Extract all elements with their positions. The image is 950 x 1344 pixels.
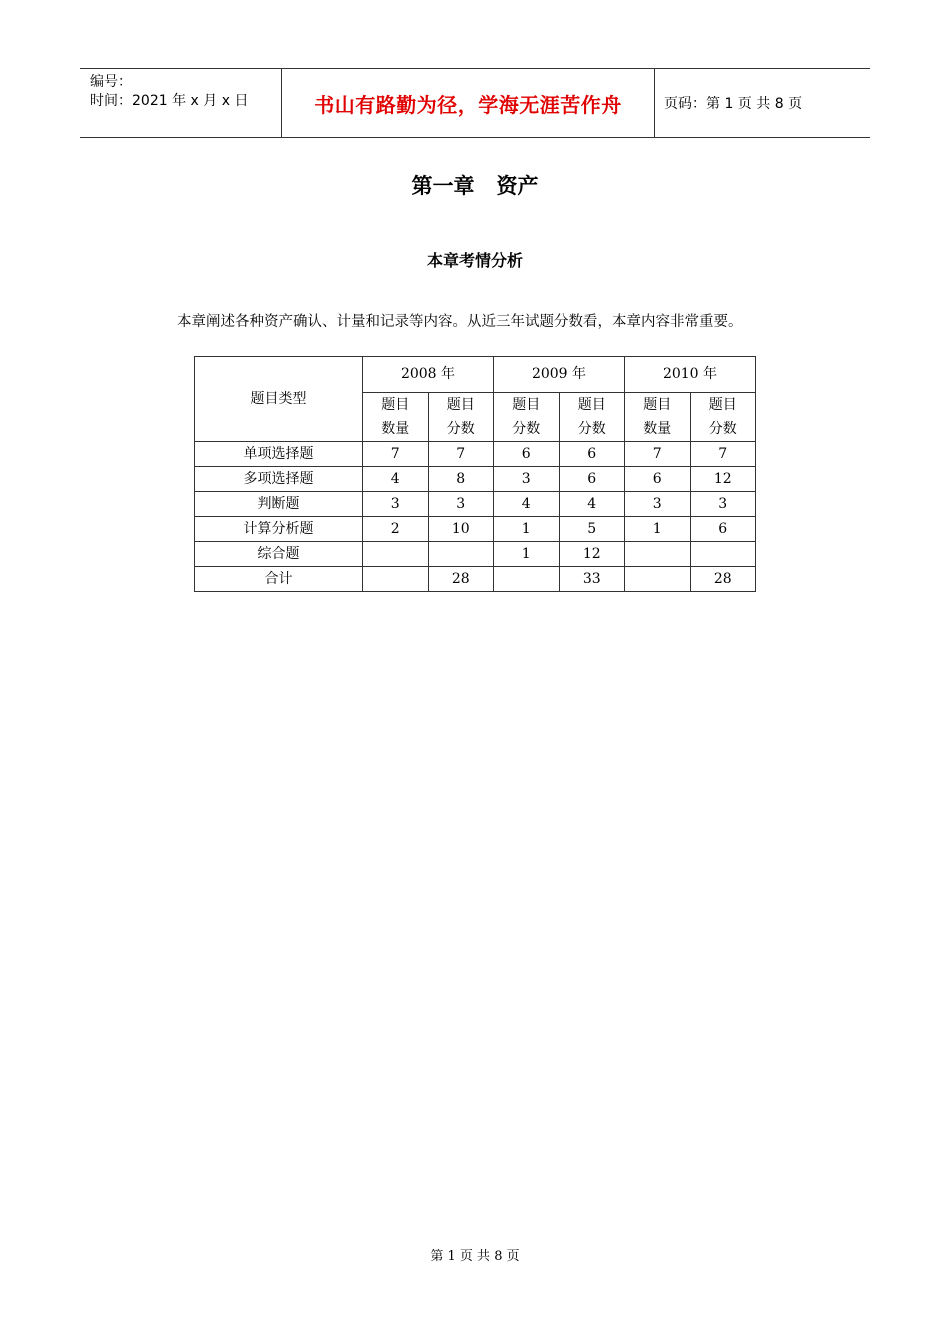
- table-cell: 10: [428, 517, 494, 542]
- table-row: [195, 467, 756, 492]
- table-cell: 12: [559, 542, 625, 567]
- row-type-cell: 合计: [195, 567, 363, 592]
- subheader-cell: 题目 分数: [428, 393, 494, 442]
- table-cell: 7: [690, 442, 756, 467]
- table-row: [195, 442, 756, 467]
- chapter-title: 第一章 资产: [411, 174, 539, 198]
- table-cell: 8: [428, 467, 494, 492]
- table-cell: 3: [690, 492, 756, 517]
- year-header: 2009 年: [494, 357, 625, 393]
- table-cell: 7: [625, 442, 691, 467]
- type-column-header: 题目类型: [195, 357, 363, 442]
- table-cell: 1: [625, 517, 691, 542]
- table-cell: 1: [494, 517, 560, 542]
- table-cell: [428, 542, 494, 567]
- table-cell: 7: [428, 442, 494, 467]
- table-cell: 28: [690, 567, 756, 592]
- table-cell: 6: [690, 517, 756, 542]
- subheader-cell: 题目 分数: [494, 393, 560, 442]
- table-cell: 7: [363, 442, 429, 467]
- table-row: [195, 542, 756, 567]
- table-cell: 3: [363, 492, 429, 517]
- section-subtitle: 本章考情分析: [426, 251, 523, 270]
- table-cell: 12: [690, 467, 756, 492]
- table-cell: [690, 542, 756, 567]
- subheader-cell: 题目 分数: [690, 393, 756, 442]
- table-cell: 3: [494, 467, 560, 492]
- table-cell: 4: [559, 492, 625, 517]
- table-cell: [625, 542, 691, 567]
- subheader-cell: 题目 分数: [559, 393, 625, 442]
- table-cell: [494, 567, 560, 592]
- table-cell: 33: [559, 567, 625, 592]
- row-type-cell: 多项选择题: [195, 467, 363, 492]
- document-date: 时间：2021 年 x 月 x 日: [90, 93, 249, 109]
- table-cell: [625, 567, 691, 592]
- table-cell: 2: [363, 517, 429, 542]
- table-header-row: [195, 357, 756, 393]
- row-type-cell: 综合题: [195, 542, 363, 567]
- table-row: [195, 492, 756, 517]
- table-cell: 6: [559, 442, 625, 467]
- table-cell: 6: [494, 442, 560, 467]
- table-cell: [363, 567, 429, 592]
- table-cell: 28: [428, 567, 494, 592]
- header-motto: 书山有路勤为径，学海无涯苦作舟: [281, 69, 655, 137]
- table-cell: 3: [428, 492, 494, 517]
- header-page-info: 页码：第 1 页 共 8 页: [664, 96, 803, 112]
- table-cell: [363, 542, 429, 567]
- row-type-cell: 判断题: [195, 492, 363, 517]
- table-cell: 4: [494, 492, 560, 517]
- subheader-cell: 题目 数量: [363, 393, 429, 442]
- table-cell: 6: [625, 467, 691, 492]
- row-type-cell: 计算分析题: [195, 517, 363, 542]
- document-number: 编号：: [90, 74, 132, 90]
- table-row: [195, 517, 756, 542]
- year-header: 2008 年: [363, 357, 494, 393]
- subheader-cell: 题目 数量: [625, 393, 691, 442]
- table-cell: 6: [559, 467, 625, 492]
- page-footer: 第 1 页 共 8 页: [430, 1249, 520, 1264]
- table-cell: 1: [494, 542, 560, 567]
- table-cell: 4: [363, 467, 429, 492]
- header-meta: [80, 69, 281, 137]
- table-row: [195, 567, 756, 592]
- table-cell: 3: [625, 492, 691, 517]
- year-header: 2010 年: [625, 357, 756, 393]
- table-cell: 5: [559, 517, 625, 542]
- page-header: [80, 68, 870, 138]
- intro-paragraph: 本章阐述各种资产确认、计量和记录等内容。从近三年试题分数看，本章内容非常重要。: [177, 314, 743, 330]
- row-type-cell: 单项选择题: [195, 442, 363, 467]
- exam-score-table: [194, 356, 756, 592]
